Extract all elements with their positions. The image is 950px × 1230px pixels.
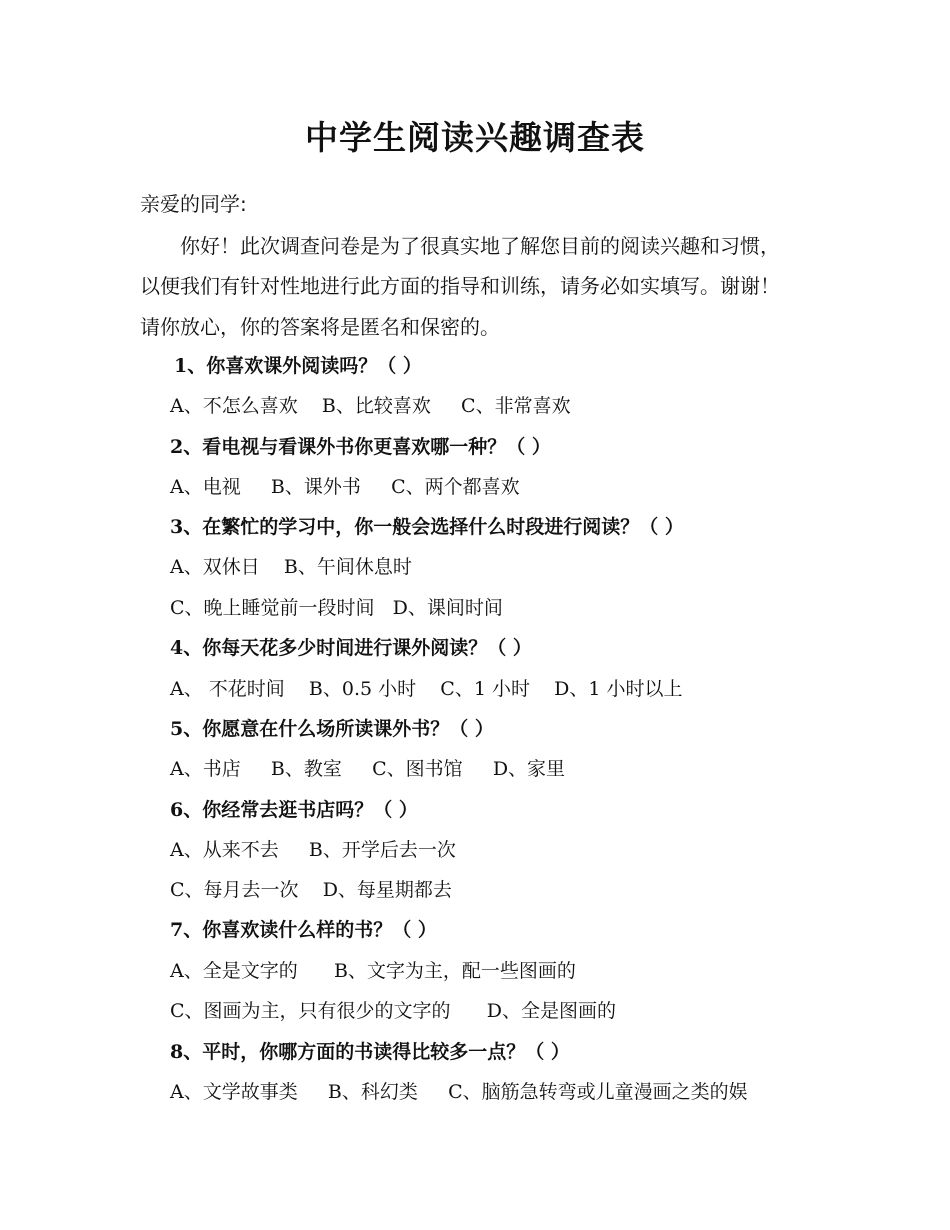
- question-7: 7、你喜欢读什么样的书？（ ）: [170, 919, 437, 941]
- question-7-options-line-1: A、全是文字的 B、文字为主，配一些图画的: [170, 960, 576, 982]
- question-3-options-line-2: C、晚上睡觉前一段时间 D、课间时间: [170, 597, 503, 619]
- question-5: 5、你愿意在什么场所读课外书？（ ）: [170, 718, 494, 740]
- question-3-options-line-1: A、双休日 B、午间休息时: [170, 556, 412, 578]
- question-1-options: A、不怎么喜欢 B、比较喜欢 C、非常喜欢: [170, 395, 571, 417]
- question-6-options-line-2: C、每月去一次 D、每星期都去: [170, 879, 452, 901]
- question-3: 3、在繁忙的学习中，你一般会选择什么时段进行阅读？（ ）: [170, 516, 684, 538]
- question-2-options: A、电视 B、课外书 C、两个都喜欢: [170, 476, 520, 498]
- question-6-options-line-1: A、从来不去 B、开学后去一次: [170, 839, 456, 861]
- intro-line-1: 你好！此次调查问卷是为了很真实地了解您目前的阅读兴趣和习惯，: [180, 234, 780, 258]
- question-8-options: A、文学故事类 B、科幻类 C、脑筋急转弯或儿童漫画之类的娱: [170, 1081, 748, 1103]
- question-6: 6、你经常去逛书店吗？（ ）: [170, 799, 418, 821]
- question-7-options-line-2: C、图画为主，只有很少的文字的 D、全是图画的: [170, 1000, 617, 1022]
- question-5-options: A、书店 B、教室 C、图书馆 D、家里: [170, 758, 566, 780]
- question-4-options: A、 不花时间 B、0.5 小时 C、1 小时 D、1 小时以上: [170, 678, 683, 700]
- question-1: 1、你喜欢课外阅读吗？（ ）: [174, 355, 422, 377]
- intro-line-2: 以便我们有针对性地进行此方面的指导和训练，请务必如实填写。谢谢！: [140, 274, 780, 298]
- greeting: 亲爱的同学:: [140, 192, 247, 216]
- question-2: 2、看电视与看课外书你更喜欢哪一种？（ ）: [170, 436, 551, 458]
- intro-line-3: 请你放心，你的答案将是匿名和保密的。: [140, 315, 500, 339]
- question-4: 4、你每天花多少时间进行课外阅读？（ ）: [170, 637, 532, 659]
- page-title: 中学生阅读兴趣调查表: [305, 118, 645, 157]
- question-8: 8、平时，你哪方面的书读得比较多一点？（ ）: [170, 1041, 570, 1063]
